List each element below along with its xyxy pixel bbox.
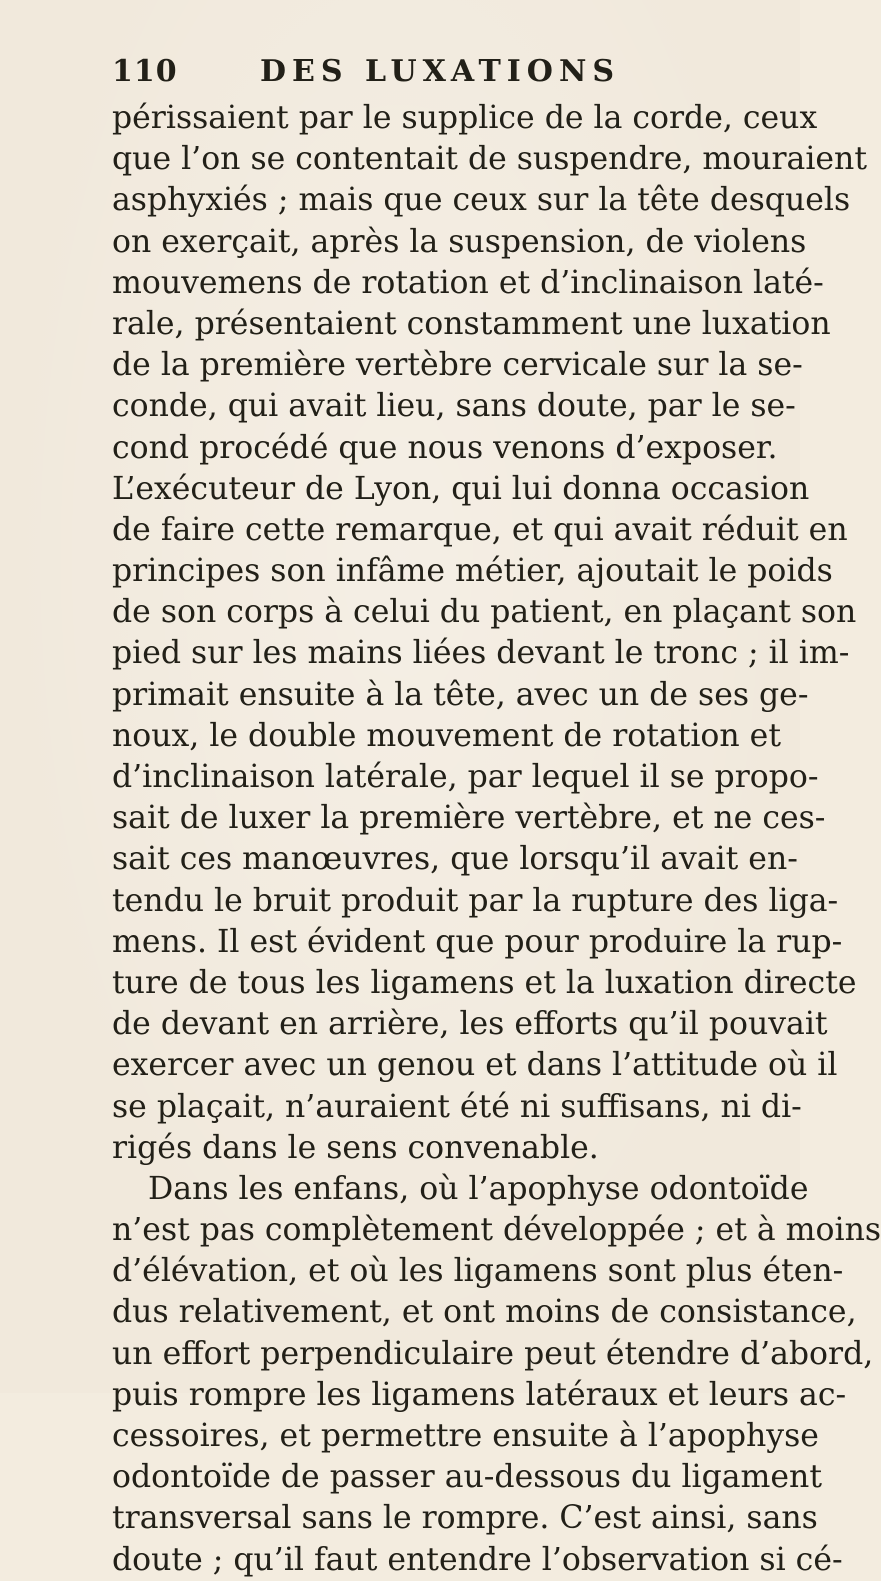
text-line: périssaient par le supplice de la corde, ceux (112, 100, 818, 136)
text-line: on exerçait, après la suspension, de violens (112, 223, 807, 260)
text-line: sait ces manœuvres, que lorsqu’il avait en- (112, 841, 798, 878)
text-line: exercer avec un genou et dans l’attitude où il (112, 1047, 838, 1084)
running-head (112, 52, 732, 92)
body-text (112, 98, 881, 1581)
text-line: primait ensuite à la tête, avec un de ses ge- (112, 676, 809, 713)
text-line: d’élévation, et où les ligamens sont plus éten- (112, 1253, 844, 1290)
text-line: sait de luxer la première vertèbre, et ne ces- (112, 800, 826, 837)
text-line: L’exécuteur de Lyon, qui lui donna occasion (112, 470, 810, 507)
text-line: mouvemens de rotation et d’inclinaison laté- (112, 264, 824, 301)
text-line: mens. Il est évident que pour produire la rup- (112, 923, 843, 960)
text-line: doute ; qu’il faut entendre l’observation si cé- (112, 1541, 843, 1578)
text-line: d’inclinaison latérale, par lequel il se propo- (112, 759, 819, 795)
text-line: de la première vertèbre cervicale sur la se- (112, 347, 803, 384)
text-line: odontoïde de passer au-dessous du ligament (112, 1459, 822, 1496)
text-line: ture de tous les ligamens et la luxation directe (112, 964, 857, 1001)
text-line: asphyxiés ; mais que ceux sur la tête desquels (112, 182, 851, 219)
text-line: conde, qui avait lieu, sans doute, par le se- (112, 388, 796, 425)
page-number: 110 (112, 54, 178, 89)
text-line: tendu le bruit produit par la rupture des liga- (112, 882, 839, 919)
text-line: de son corps à celui du patient, en plaçant son (112, 594, 857, 631)
text-line: se plaçait, n’auraient été ni suffisans, ni di- (112, 1088, 802, 1125)
text-line: pied sur les mains liées devant le tronc ; il im- (112, 635, 850, 672)
text-line: un effort perpendiculaire peut étendre d’abord, (112, 1335, 874, 1372)
text-line: de devant en arrière, les efforts qu’il pouvait (112, 1006, 828, 1043)
text-line: Dans les enfans, où l’apophyse odontoïde (148, 1170, 809, 1207)
text-line: de faire cette remarque, et qui avait réduit en (112, 511, 848, 548)
text-line: rale, présentaient constamment une luxation (112, 305, 831, 342)
text-line: n’est pas complètement développée ; et à moins (112, 1212, 881, 1249)
text-line: noux, le double mouvement de rotation et (112, 717, 781, 754)
text-line: cond procédé que nous venons d’exposer. (112, 429, 778, 466)
text-line: principes son infâme métier, ajoutait le poids (112, 553, 833, 590)
text-line: que l’on se contentait de suspendre, mouraient (112, 141, 867, 178)
text-line: puis rompre les ligamens latéraux et leurs ac- (112, 1376, 847, 1413)
text-line: rigés dans le sens convenable. (112, 1129, 599, 1166)
running-title: DES LUXATIONS (260, 54, 621, 89)
text-line: transversal sans le rompre. C’est ainsi, sans (112, 1500, 818, 1537)
text-line: cessoires, et permettre ensuite à l’apophyse (112, 1418, 819, 1454)
text-line: dus relativement, et ont moins de consistance, (112, 1294, 857, 1331)
